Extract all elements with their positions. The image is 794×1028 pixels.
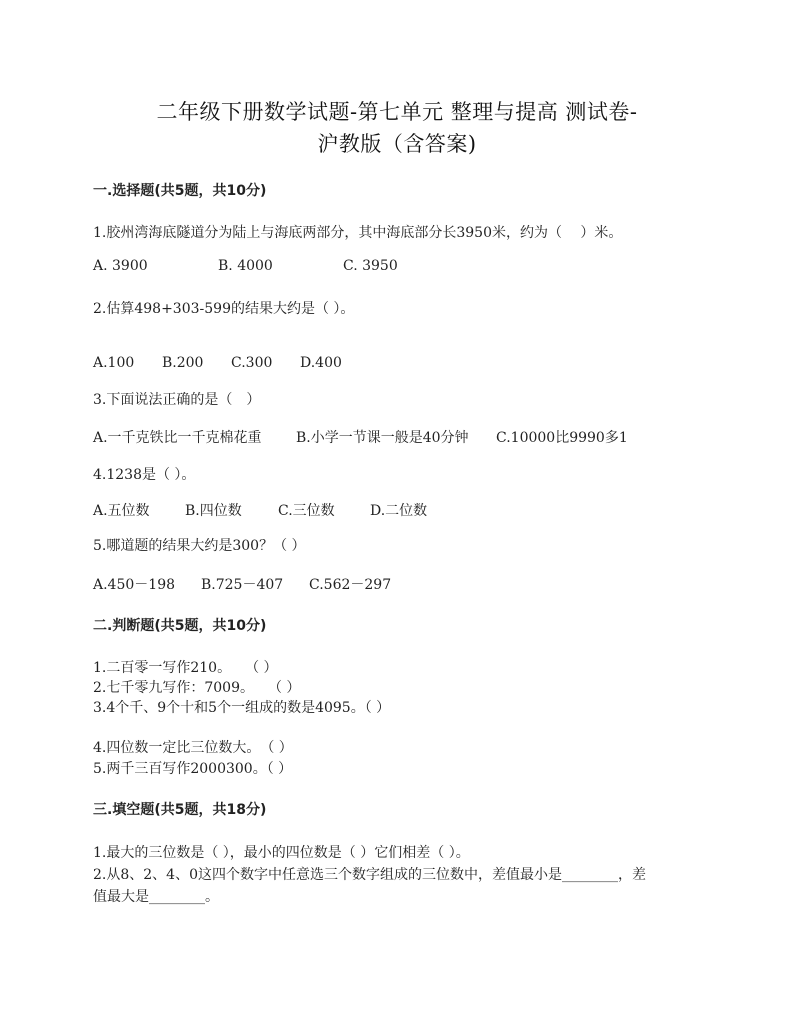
option-2a: A.100 — [93, 355, 135, 371]
option-3a: A.一千克铁比一千克棉花重 — [93, 430, 262, 446]
question-choice-4: 4.1238是（ ）。 — [93, 467, 196, 483]
section-heading-judge: 二.判断题(共5题，共10分) — [93, 618, 267, 634]
question-choice-5: 5.哪道题的结果大约是300？（ ） — [93, 538, 306, 554]
option-2b: B.200 — [162, 355, 204, 371]
question-fill-2-line1: 2.从8、2、4、0这四个数字中任意选三个数字组成的三位数中，差值最小是________，差 — [93, 867, 646, 883]
question-judge-4: 4.四位数一定比三位数大。 （ ） — [93, 740, 293, 756]
option-1b: B. 4000 — [218, 258, 273, 274]
option-4b: B.四位数 — [185, 503, 242, 519]
document-title-line1: 二年级下册数学试题-第七单元 整理与提高 测试卷- — [156, 100, 638, 124]
question-choice-3: 3.下面说法正确的是（ ） — [93, 392, 261, 408]
option-1c: C. 3950 — [343, 258, 398, 274]
option-1a: A. 3900 — [93, 258, 148, 274]
question-judge-3: 3.4个千、9个十和5个一组成的数是4095。（ ） — [93, 700, 391, 716]
option-3c: C.10000比9990多1 — [496, 430, 628, 446]
option-2c: C.300 — [231, 355, 273, 371]
question-fill-1: 1.最大的三位数是（ ），最小的四位数是（ ）它们相差（ ）。 — [93, 845, 470, 861]
question-fill-2-line2: 值最大是________。 — [93, 889, 219, 905]
option-2d: D.400 — [300, 355, 342, 371]
section-heading-choice: 一.选择题(共5题，共10分) — [93, 183, 267, 199]
option-5c: C.562－297 — [309, 577, 392, 593]
question-judge-2: 2.七千零九写作：7009。 （ ） — [93, 680, 301, 696]
section-heading-fill: 三.填空题(共5题，共18分) — [93, 802, 267, 818]
option-3b: B.小学一节课一般是40分钟 — [296, 430, 469, 446]
question-choice-2: 2.估算498+303-599的结果大约是（ ）。 — [93, 301, 355, 317]
option-4d: D.二位数 — [370, 503, 428, 519]
question-judge-1: 1.二百零一写作210。 （ ） — [93, 660, 278, 676]
option-4a: A.五位数 — [93, 503, 150, 519]
option-5b: B.725－407 — [201, 577, 284, 593]
option-4c: C.三位数 — [278, 503, 335, 519]
option-5a: A.450－198 — [93, 577, 176, 593]
question-choice-1: 1.胶州湾海底隧道分为陆上与海底两部分，其中海底部分长3950米，约为（ ）米。 — [93, 225, 623, 241]
question-judge-5: 5.两千三百写作2000300。（ ） — [93, 761, 293, 777]
document-title-line2: 沪教版（含答案) — [317, 132, 477, 156]
